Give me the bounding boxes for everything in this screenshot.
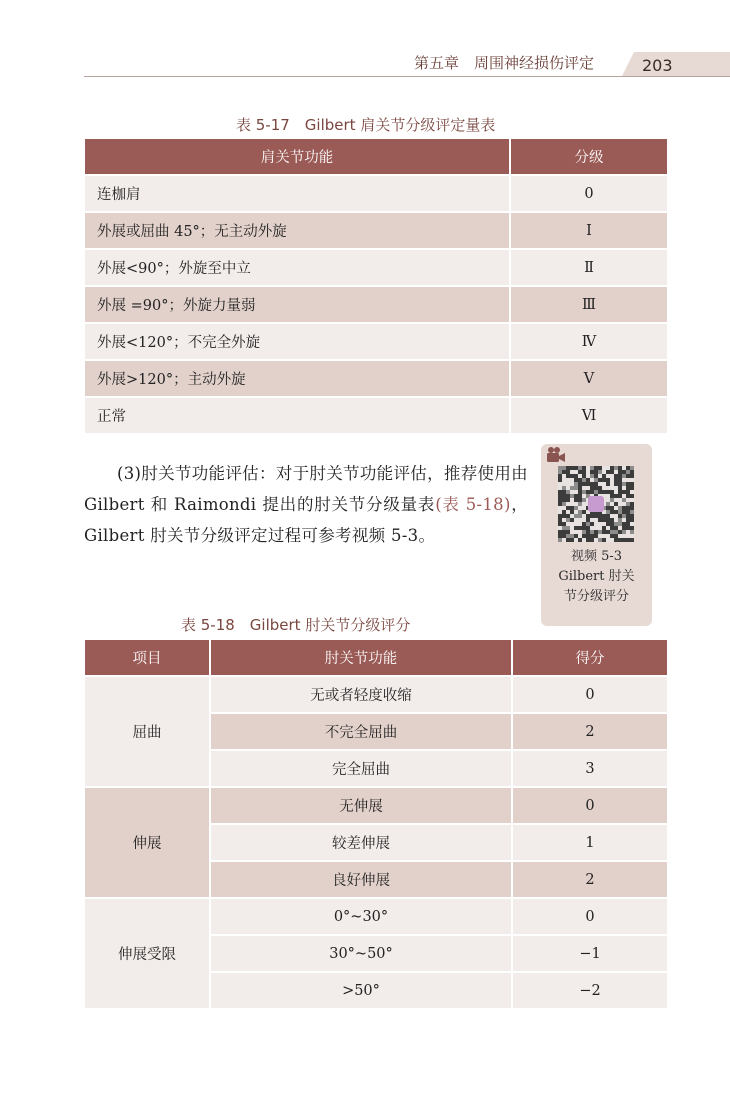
table-row (85, 248, 667, 285)
table2-cell: 2 (513, 712, 667, 749)
table2-cell: 30°~50° (211, 934, 513, 971)
header-rule (84, 76, 730, 77)
table2-cell: 无伸展 (211, 786, 513, 823)
table-row (85, 675, 667, 712)
chapter-title: 第五章 周围神经损伤评定 (414, 54, 595, 72)
qr-code[interactable] (558, 466, 634, 542)
table2-cell: 0 (513, 675, 667, 712)
paragraph-text: ，Gilbert 肘关节分级评定过程可参考视频 5-3。 (84, 495, 528, 545)
table-row (85, 897, 667, 934)
table2-cell: 2 (513, 860, 667, 897)
table2-caption: 表 5-18 Gilbert 肘关节分级评分 (181, 616, 411, 634)
table-row (85, 359, 667, 396)
elbow-grading-table (85, 640, 667, 1008)
table2-cell: 完全屈曲 (211, 749, 513, 786)
video-camera-icon (545, 446, 567, 464)
table2-cell: 不完全屈曲 (211, 712, 513, 749)
table2-header-score: 得分 (513, 640, 667, 675)
table1-cell: 外展 =90°；外旋力量弱 (85, 285, 511, 322)
table-reference-link[interactable]: (表 5-18) (435, 495, 511, 514)
table1-cell: Ⅰ (511, 211, 667, 248)
table2-cell: 0 (513, 786, 667, 823)
elbow-assessment-paragraph (84, 458, 528, 551)
table2-cell: 较差伸展 (211, 823, 513, 860)
table1-cell: 外展>120°；主动外旋 (85, 359, 511, 396)
table2-cell: −2 (513, 971, 667, 1008)
video-label (541, 547, 652, 607)
table1-cell: 外展或屈曲 45°；无主动外旋 (85, 211, 511, 248)
table1-cell: Ⅲ (511, 285, 667, 322)
table-row (85, 786, 667, 823)
table-row (85, 322, 667, 359)
table1-cell: 连枷肩 (85, 174, 511, 211)
table1-cell: 正常 (85, 396, 511, 433)
table2-cell: 无或者轻度收缩 (211, 675, 513, 712)
paragraph-text: (3)肘关节功能评估：对于肘关节功能评估，推荐使用由 Gilbert 和 Raimondi 提出的肘关节分级量表 (84, 464, 528, 514)
table2-group-item: 屈曲 (85, 675, 211, 786)
table1-header-grade: 分级 (511, 139, 667, 174)
page-number-tab (622, 52, 730, 76)
table2-cell: 0 (513, 897, 667, 934)
video-label-line: 节分级评分 (563, 589, 629, 604)
table1-cell: 0 (511, 174, 667, 211)
table1-cell: 外展<90°；外旋至中立 (85, 248, 511, 285)
table1-cell: Ⅳ (511, 322, 667, 359)
video-label-line: 视频 5-3 (570, 549, 623, 564)
table2-cell: >50° (211, 971, 513, 1008)
table2-cell: 1 (513, 823, 667, 860)
table1-cell: 外展<120°；不完全外旋 (85, 322, 511, 359)
table2-cell: 良好伸展 (211, 860, 513, 897)
table1-cell: Ⅵ (511, 396, 667, 433)
table-row (85, 396, 667, 433)
table2-cell: 3 (513, 749, 667, 786)
table1-header-function: 肩关节功能 (85, 139, 511, 174)
table2-group-item: 伸展 (85, 786, 211, 897)
table1-cell: Ⅱ (511, 248, 667, 285)
table2-header-function: 肘关节功能 (211, 640, 513, 675)
page-number: 203 (642, 56, 673, 75)
video-card[interactable] (541, 444, 652, 626)
table1-cell: Ⅴ (511, 359, 667, 396)
table2-cell: −1 (513, 934, 667, 971)
table-row (85, 174, 667, 211)
table1-caption: 表 5-17 Gilbert 肩关节分级评定量表 (236, 116, 496, 134)
table2-header-item: 项目 (85, 640, 211, 675)
table2-cell: 0°~30° (211, 897, 513, 934)
table-row (85, 211, 667, 248)
video-label-line: Gilbert 肘关 (558, 569, 635, 584)
shoulder-grading-table (85, 139, 667, 433)
table2-group-item: 伸展受限 (85, 897, 211, 1008)
table-row (85, 285, 667, 322)
